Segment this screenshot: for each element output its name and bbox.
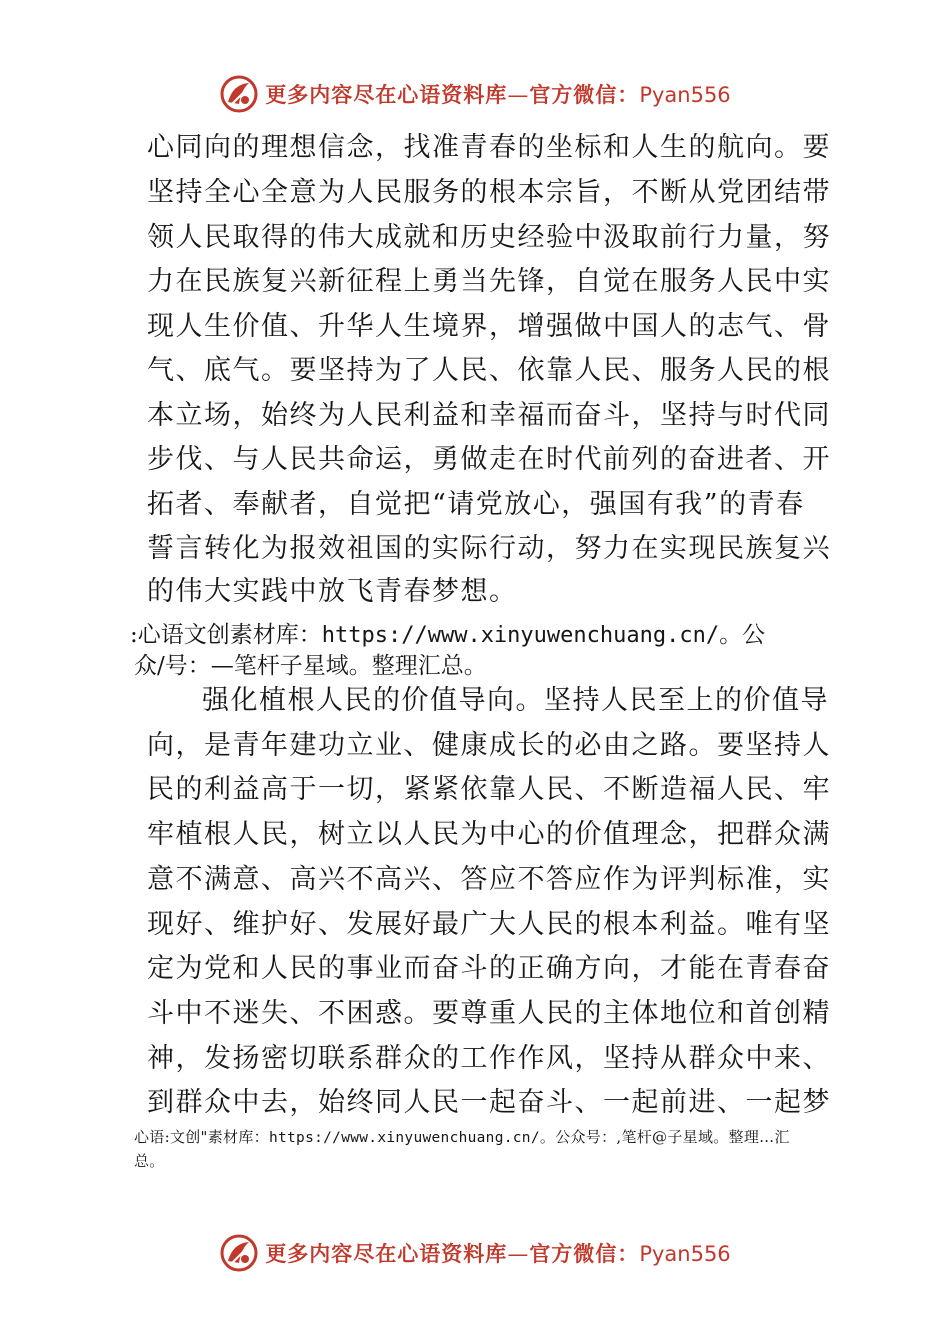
seal-logo-icon [219,1233,259,1273]
paragraph-line: 强化植根人民的价值导向。坚持人民至上的价值导 [202,685,829,716]
paragraph-line: 步伐、与人民共命运，勇做走在时代前列的奋进者、开 [147,444,831,475]
paragraph-line: 誓言转化为报效祖国的实际行动，努力在实现民族复兴 [147,533,831,564]
banner-account: Pyan556 [639,1242,731,1266]
paragraph-line: 向，是青年建功立业、健康成长的必由之路。要坚持人 [147,730,831,761]
paragraph-line: 现人生价值、升华人生境界，增强做中国人的志气、骨 [147,311,831,342]
paragraph-line: 民的利益高于一切，紧紧依靠人民、不断造福人民、牢 [147,774,831,805]
paragraph-line: 领人民取得的伟大成就和历史经验中汲取前行力量，努 [147,222,831,253]
header-banner [0,72,950,116]
banner-slogan: 更多内容尽在心语资料库 [265,1242,508,1266]
paragraph-line: 到群众中去，始终同人民一起奋斗、一起前进、一起梦 [147,1087,831,1118]
banner-text [265,1238,730,1268]
paragraph-line: 定为党和人民的事业而奋斗的正确方向，才能在青春奋 [147,953,831,984]
paragraph-line: 牢植根人民，树立以人民为中心的价值理念，把群众满 [147,819,831,850]
source-note-line-1 [130,620,765,651]
footer-note-line-1 [134,1127,790,1148]
banner-text [265,79,730,109]
paragraph-line: 的伟大实践中放飞青春梦想。 [147,576,518,607]
source-note-prefix: :心语文创素材库： [130,622,322,648]
source-note-suffix: 。公 [719,622,766,648]
paragraph-line: 力在民族复兴新征程上勇当先锋，自觉在服务人民中实 [147,266,831,297]
banner-wechat-label: 官方微信： [529,1242,640,1266]
paragraph-line: 神，发扬密切联系群众的工作作风，坚持从群众中来、 [147,1043,831,1074]
banner-dash: — [507,83,530,107]
source-note-line-2: 众/号：—笔杆子星域。整理汇总。 [134,653,487,679]
paragraph-line: 气、底气。要坚持为了人民、依靠人民、服务人民的根 [147,355,831,386]
seal-logo-icon [219,74,259,114]
footer-note-line-2: 总。 [134,1152,165,1170]
paragraph-line: 心同向的理想信念，找准青春的坐标和人生的航向。要 [147,132,831,163]
paragraph-line: 坚持全心全意为人民服务的根本宗旨，不断从党团结带 [147,177,831,208]
paragraph-line: 拓者、奉献者，自觉把“请党放心，强国有我”的青春 [147,489,805,520]
paragraph-line: 斗中不迷失、不困惑。要尊重人民的主体地位和首创精 [147,998,831,1029]
paragraph-line: 现好、维护好、发展好最广大人民的根本利益。唯有坚 [147,909,831,940]
paragraph-line: 本立场，始终为人民利益和幸福而奋斗，坚持与时代同 [147,400,831,431]
banner-dash: — [507,1242,530,1266]
banner-wechat-label: 官方微信： [529,83,640,107]
source-note-url: https://www.xinyuwenchuang.cn/ [321,623,720,648]
footer-note-prefix: 心语:文创"素材库： [134,1128,269,1146]
paragraph-line: 意不满意、高兴不高兴、答应不答应作为评判标准，实 [147,864,831,895]
footer-note-url: https://www.xinyuwenchuang.cn/ [268,1130,540,1146]
banner-account: Pyan556 [639,83,731,107]
banner-slogan: 更多内容尽在心语资料库 [265,83,508,107]
footer-note-suffix: 。公众号：,笔杆@子星域。整理…汇 [539,1128,790,1146]
footer-banner [0,1231,950,1275]
